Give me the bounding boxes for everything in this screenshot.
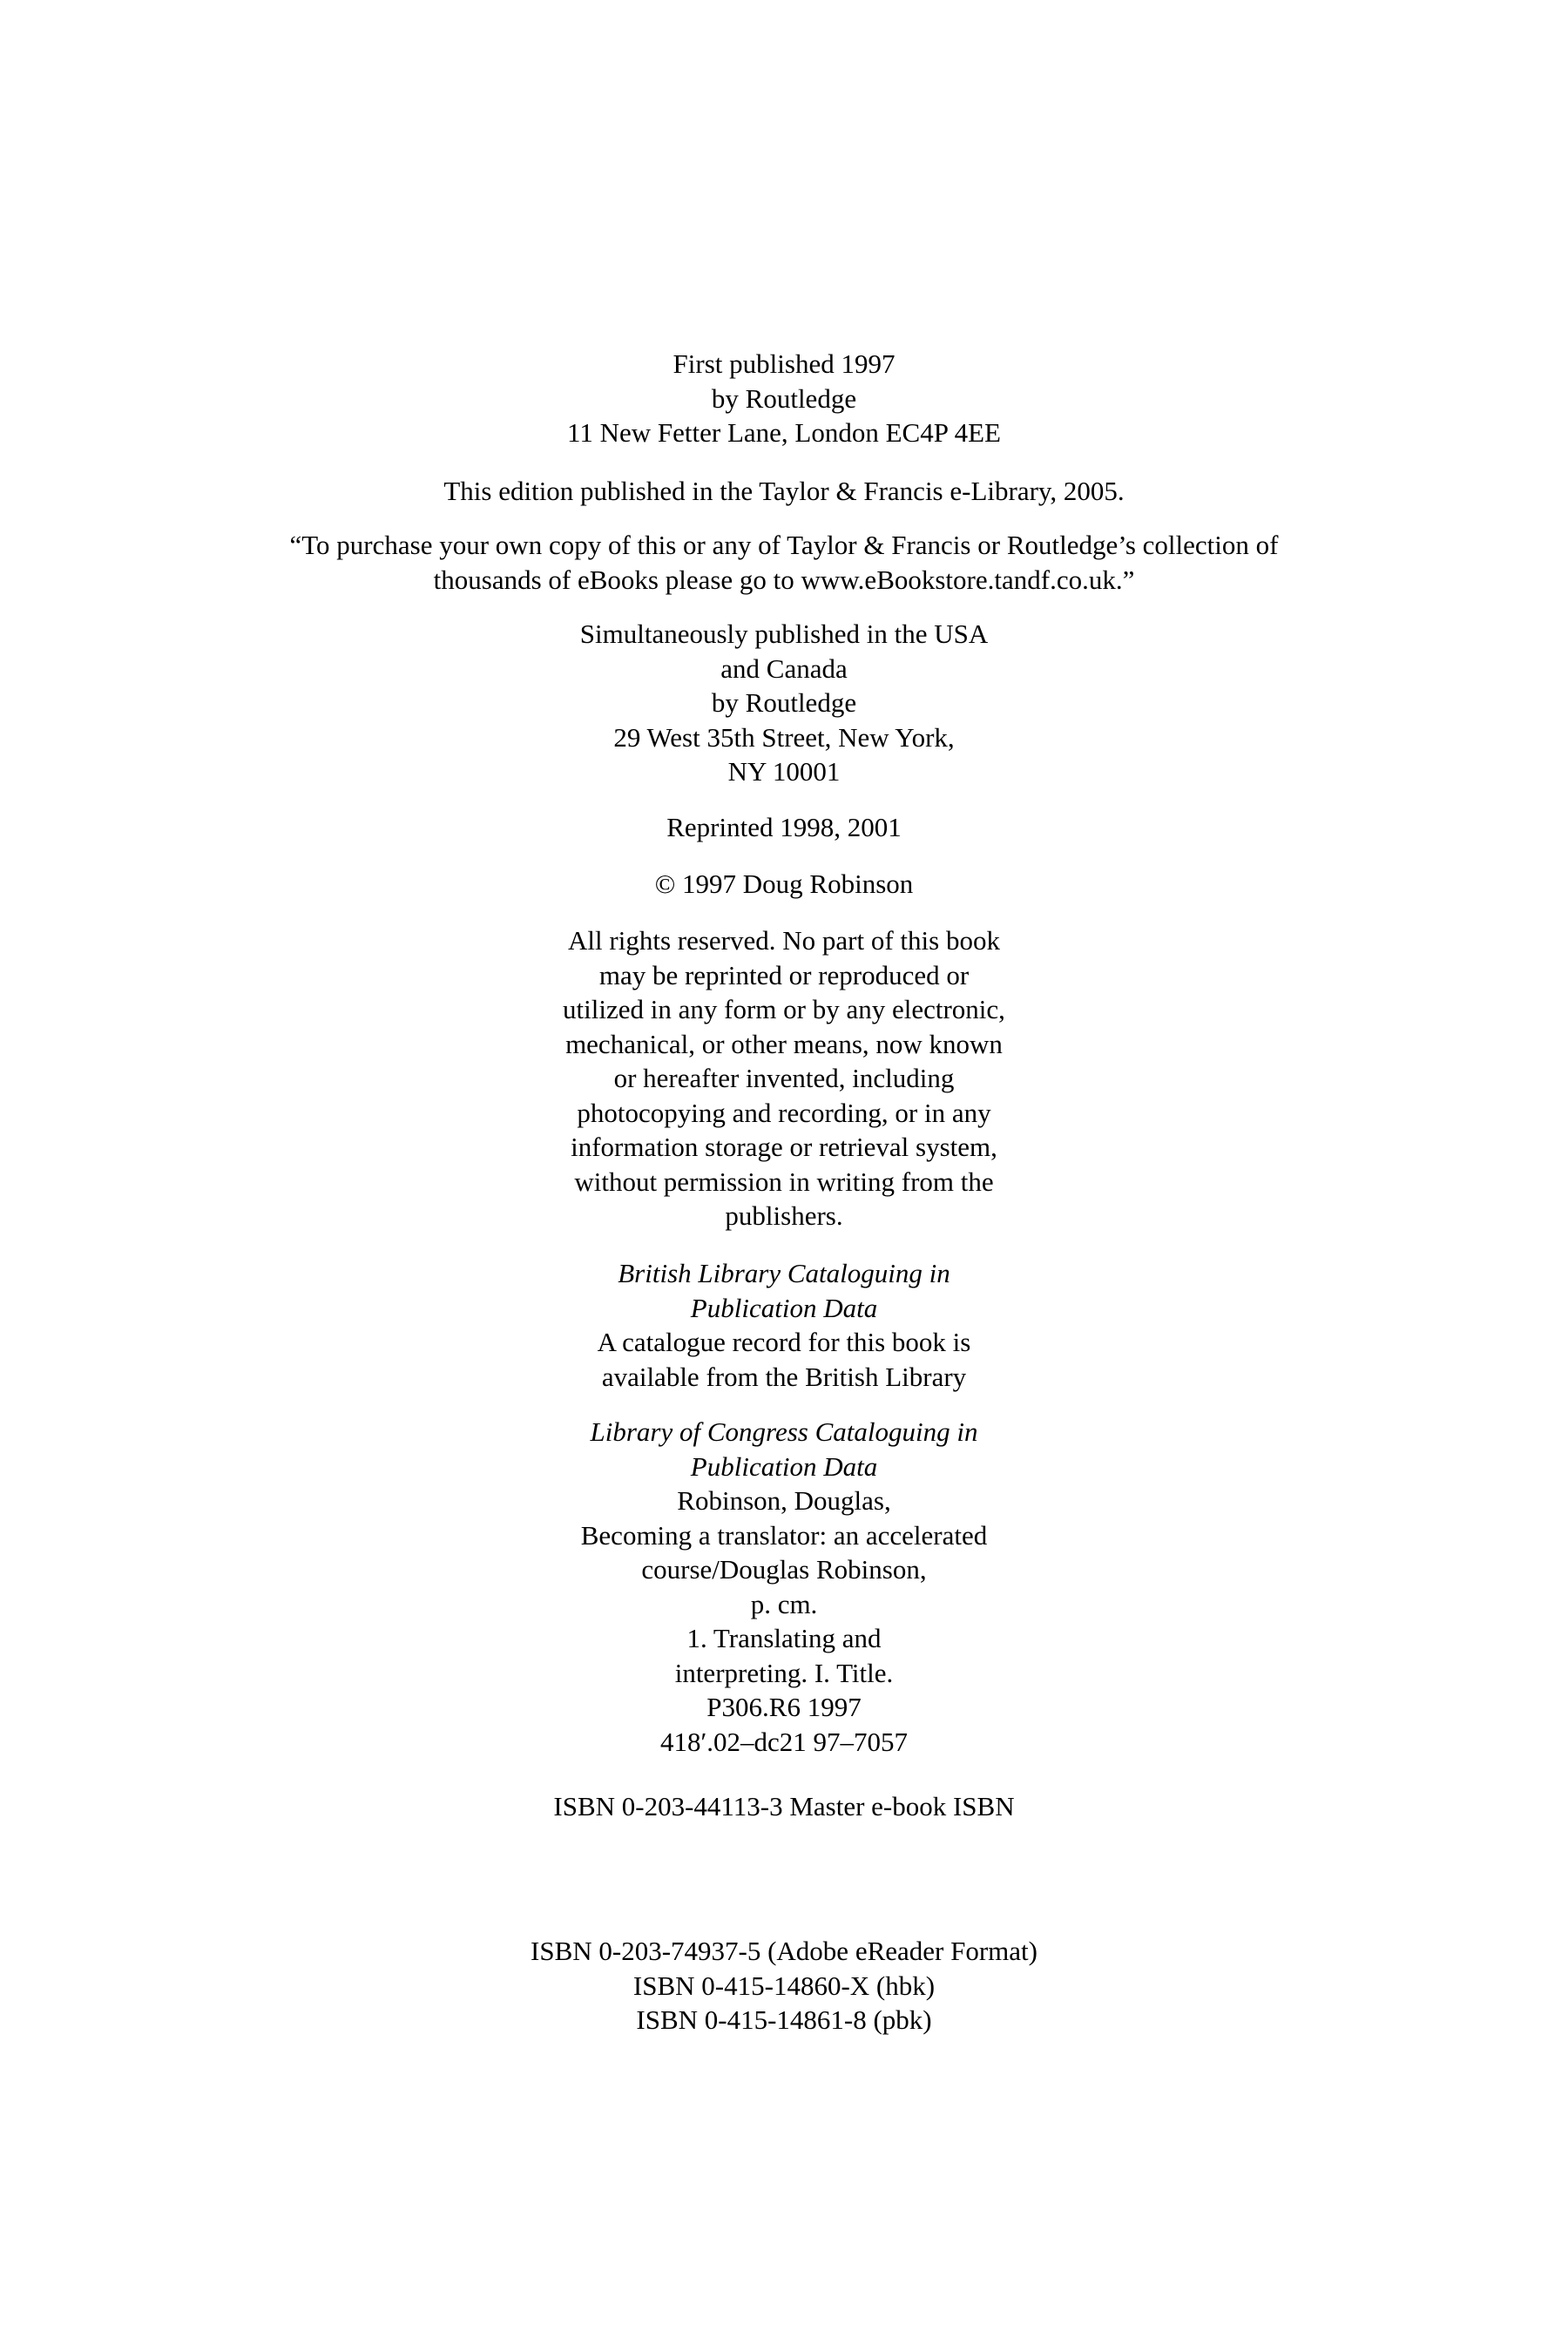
usa-publication-line: by Routledge xyxy=(711,687,857,718)
rights-line: mechanical, or other means, now known xyxy=(565,1028,1003,1059)
isbn-line: ISBN 0-415-14860-X (hbk) xyxy=(632,1970,936,2001)
publisher-line: by Routledge xyxy=(711,382,857,414)
usa-address-line: 29 West 35th Street, New York, xyxy=(613,721,955,753)
rights-line: may be reprinted or reproduced or xyxy=(598,959,970,990)
isbn-line: ISBN 0-415-14861-8 (pbk) xyxy=(636,2004,932,2035)
british-library-cip-heading: British Library Cataloguing in xyxy=(618,1258,950,1288)
british-library-cip-block xyxy=(0,1256,1568,1394)
cip-pagination-line: p. cm. xyxy=(750,1588,818,1619)
master-isbn-block xyxy=(0,1789,1568,1824)
library-of-congress-cip-heading: Library of Congress Cataloguing in xyxy=(590,1416,978,1447)
cip-call-number-line: P306.R6 1997 xyxy=(706,1692,862,1722)
rights-line: All rights reserved. No part of this book xyxy=(568,925,1000,956)
reprinted-block xyxy=(0,810,1568,845)
rights-line: or hereafter invented, including xyxy=(613,1063,955,1093)
rights-line: publishers. xyxy=(725,1200,843,1231)
cip-author-line: Robinson, Douglas, xyxy=(677,1485,891,1516)
cip-subject-line: 1. Translating and xyxy=(686,1623,882,1653)
first-published-block xyxy=(0,347,1568,450)
usa-publication-line: and Canada xyxy=(720,652,848,684)
rights-line: photocopying and recording, or in any xyxy=(577,1097,991,1128)
british-library-cip-heading: Publication Data xyxy=(690,1292,878,1323)
format-isbn-block xyxy=(0,1934,1568,2038)
purchase-note-line: “To purchase your own copy of this or any of Taylor & Francis or Routledge’s collection of xyxy=(289,530,1279,560)
purchase-note-block xyxy=(0,528,1568,597)
edition-note-block xyxy=(0,474,1568,509)
cip-subject-line: interpreting. I. Title. xyxy=(674,1657,894,1688)
library-of-congress-cip-heading: Publication Data xyxy=(690,1450,878,1482)
usa-address-line: NY 10001 xyxy=(727,756,841,787)
british-library-cip-text: A catalogue record for this book is xyxy=(597,1327,971,1357)
cip-title-line: Becoming a translator: an accelerated xyxy=(580,1519,988,1551)
first-published-line: First published 1997 xyxy=(672,348,896,379)
copyright-line: © 1997 Doug Robinson xyxy=(654,868,914,899)
cip-classification-line: 418′.02–dc21 97–7057 xyxy=(659,1726,909,1757)
rights-statement-block xyxy=(0,923,1568,1233)
copyright-block xyxy=(0,867,1568,902)
edition-note: This edition published in the Taylor & Francis e-Library, 2005. xyxy=(443,476,1125,506)
purchase-note-line: thousands of eBooks please go to www.eBookstore.tandf.co.uk.” xyxy=(433,564,1135,595)
british-library-cip-text: available from the British Library xyxy=(601,1361,967,1392)
usa-publication-block xyxy=(0,617,1568,789)
rights-line: information storage or retrieval system, xyxy=(571,1132,997,1162)
cip-title-line: course/Douglas Robinson, xyxy=(641,1554,927,1585)
isbn-line: ISBN 0-203-74937-5 (Adobe eReader Format) xyxy=(531,1936,1037,1966)
rights-line: without permission in writing from the xyxy=(574,1166,994,1197)
library-of-congress-cip-block xyxy=(0,1415,1568,1759)
publisher-address-line: 11 New Fetter Lane, London EC4P 4EE xyxy=(567,417,1001,448)
usa-publication-line: Simultaneously published in the USA xyxy=(579,618,989,649)
master-isbn-line: ISBN 0-203-44113-3 Master e-book ISBN xyxy=(553,1791,1015,1821)
reprinted-line: Reprinted 1998, 2001 xyxy=(666,812,902,842)
rights-line: utilized in any form or by any electronic, xyxy=(563,994,1005,1024)
